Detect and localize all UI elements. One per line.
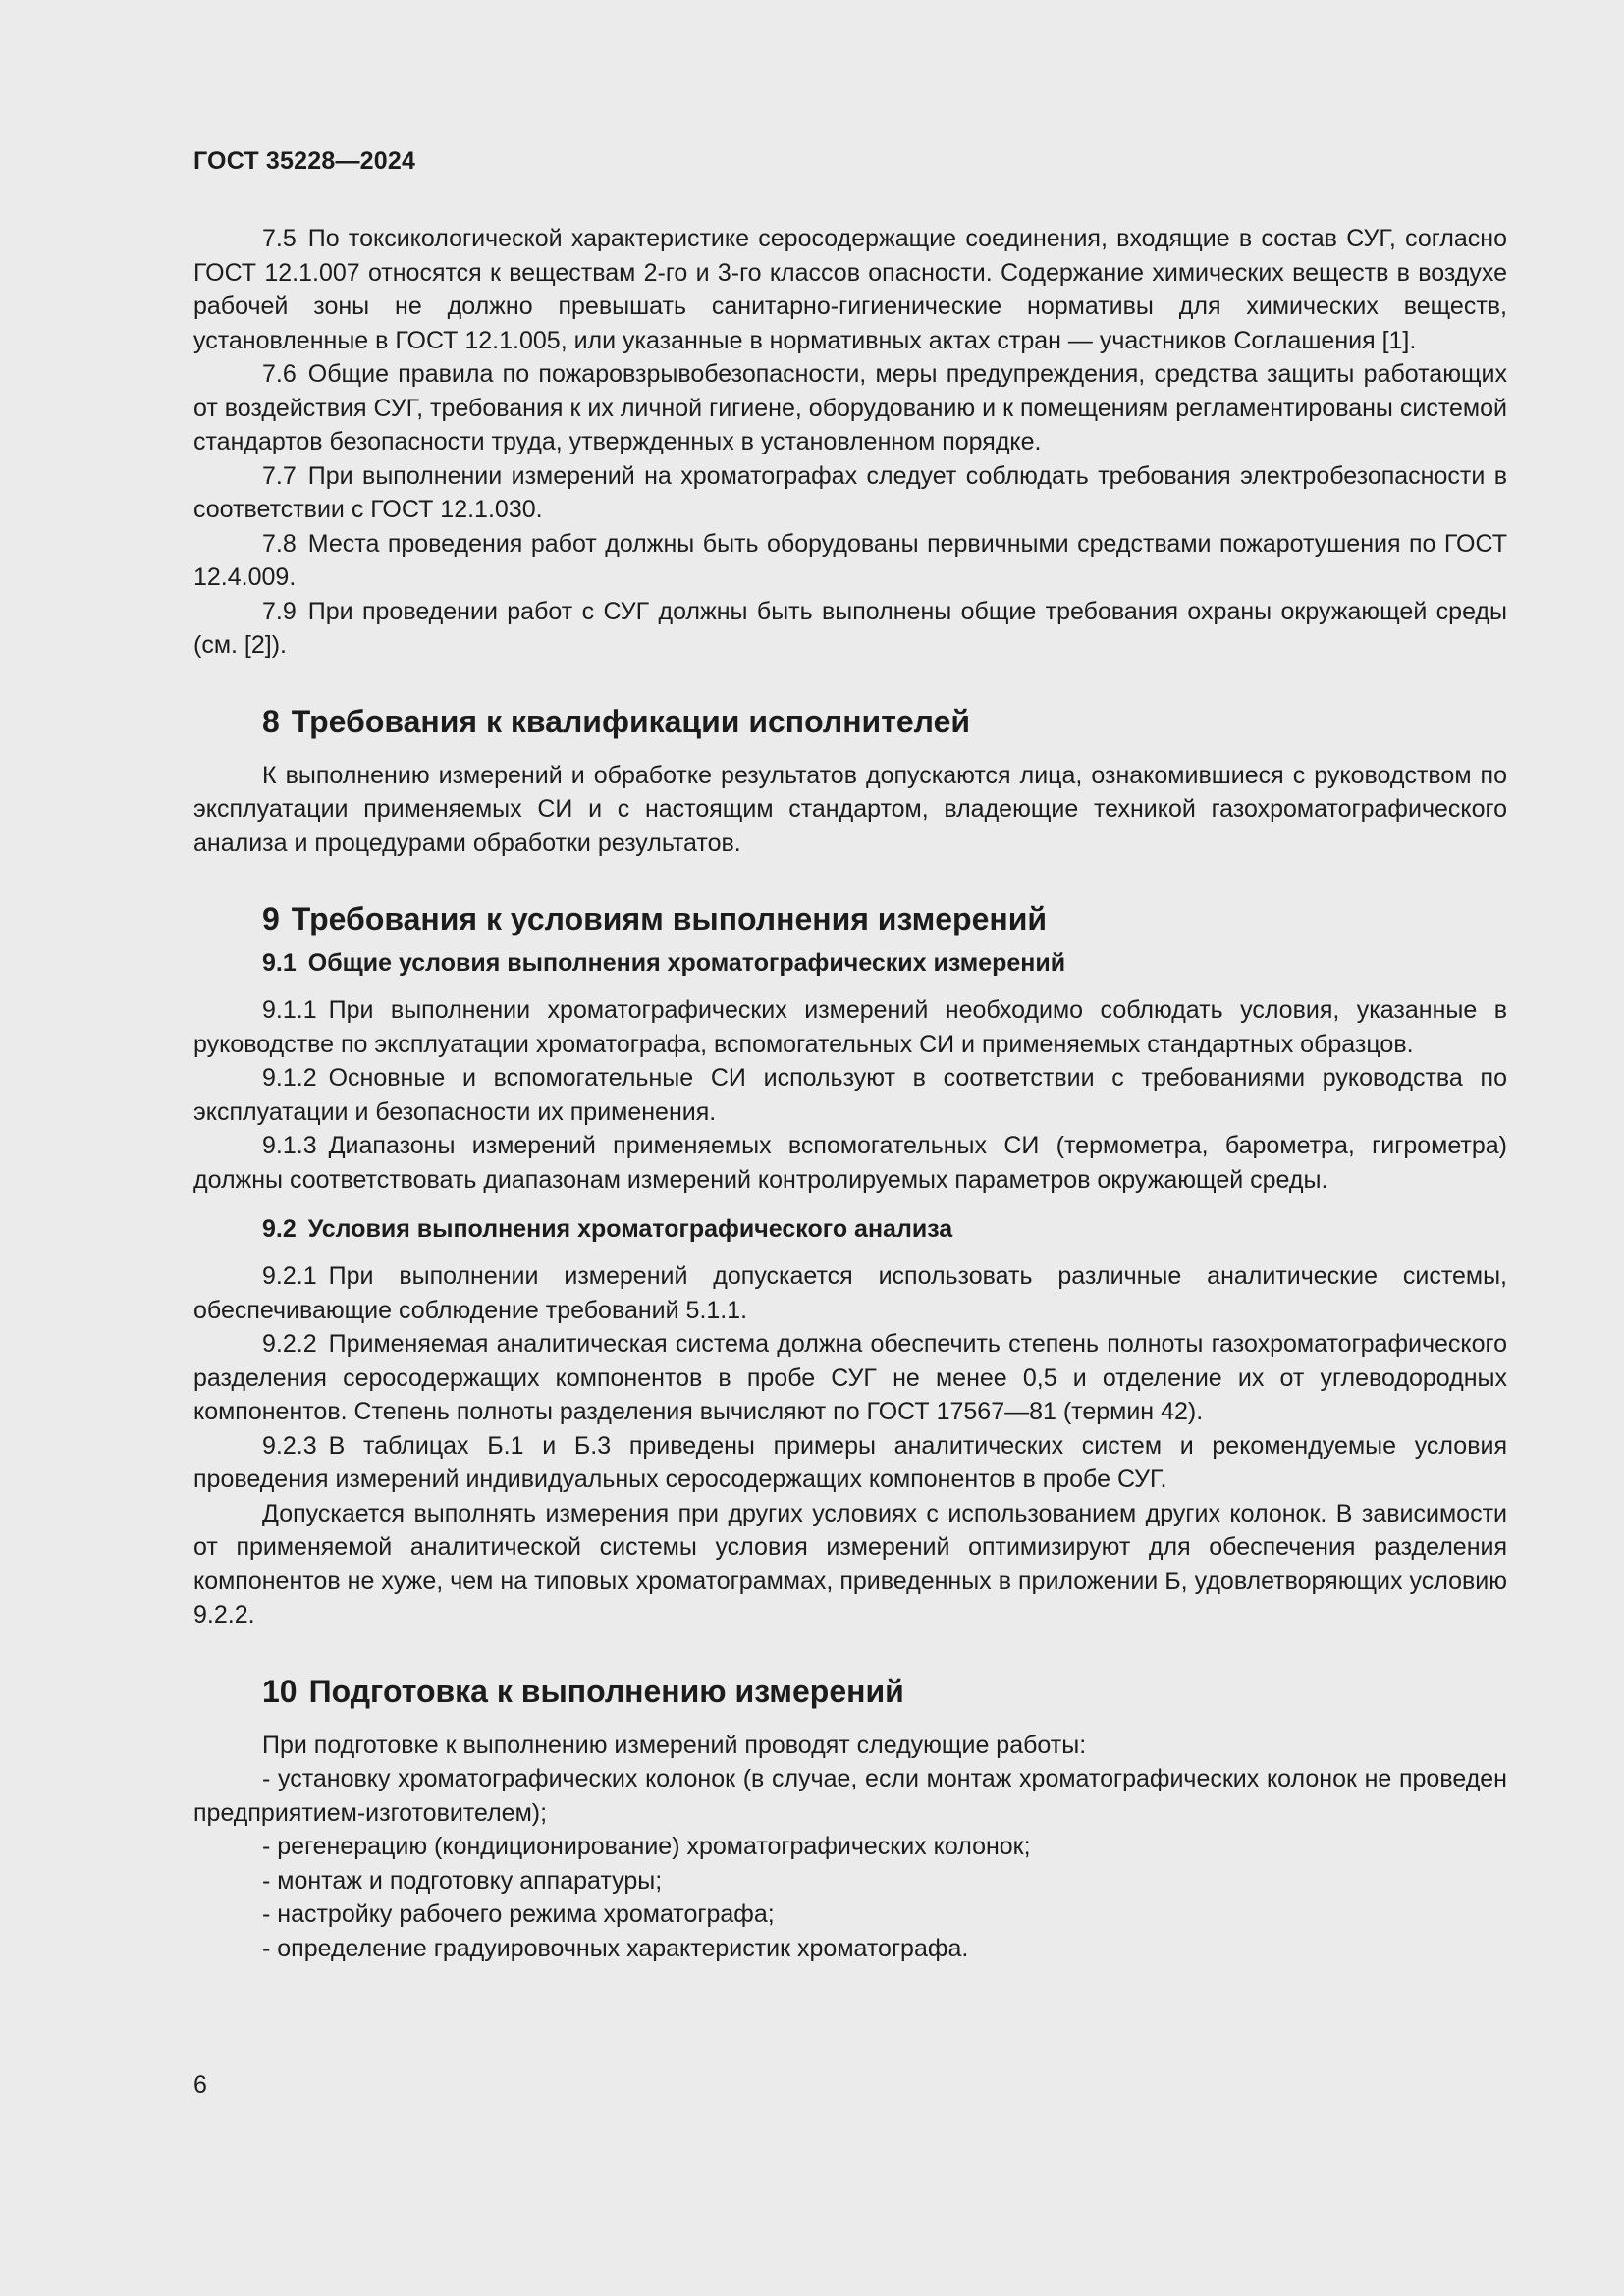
subsection-title: Общие условия выполнения хроматографических измерений [307, 949, 1066, 977]
clause-text: При выполнении измерений на хроматографах следует соблюдать требования электробезопасности в соответствии с ГОСТ 12.1.030. [193, 461, 1507, 523]
list-item: - установку хроматографических колонок (в случае, если монтаж хроматографических колонок не проведен предприятием-изготовителем); [193, 1765, 1507, 1827]
section-title: Требования к условиям выполнения измерений [291, 901, 1048, 936]
clause-text: Основные и вспомогательные СИ используют в соответствии с требованиями руководства по эксплуатации и безопасности их применения. [193, 1064, 1507, 1126]
paragraph-9-2-2 [193, 1327, 1507, 1429]
subsection-heading-9-2 [193, 1212, 1507, 1246]
subsection-title: Условия выполнения хроматографического анализа [307, 1215, 953, 1243]
list-item: - определение градуировочных характеристик хроматографа. [262, 1934, 969, 1962]
clause-text: Общие правила по пожаровзрывобезопасности, меры предупреждения, средства защиты работающих от воздействия СУГ, требования к их личной гигиене, оборудованию и к помещениям регламентированы системой стандартов безопасности труда, утвержденных в установленном порядке. [193, 360, 1507, 455]
subsection-number: 9.1 [262, 949, 297, 977]
list-item: - настройку рабочего режима хроматографа; [262, 1900, 775, 1928]
subsection-number: 9.2 [262, 1215, 297, 1243]
clause-text: В таблицах Б.1 и Б.3 приведены примеры аналитических систем и рекомендуемые условия проведения измерений индивидуальных серосодержащих компонентов в пробе СУГ. [193, 1431, 1507, 1493]
clause-number: 7.5 [262, 225, 297, 252]
section-title: Подготовка к выполнению измерений [308, 1673, 904, 1709]
clause-text: Диапазоны измерений применяемых вспомогательных СИ (термометра, барометра, гигрометра) должны соответствовать диапазонам измерений контролируемых параметров окружающей среды. [193, 1132, 1507, 1194]
clause-text: При выполнении хроматографических измерений необходимо соблюдать условия, указанные в руководстве по эксплуатации хроматографа, вспомогательных СИ и применяемых стандартных образцов. [193, 996, 1507, 1058]
clause-number: 7.6 [262, 360, 297, 388]
paragraph-7-9 [193, 595, 1507, 663]
clause-text: Места проведения работ должны быть оборудованы первичными средствами пожаротушения по ГОСТ 12.4.009. [193, 529, 1507, 591]
clause-number: 7.7 [262, 461, 297, 490]
clause-number: 9.2.3 [262, 1431, 317, 1460]
document-header-code: ГОСТ 35228—2024 [193, 147, 416, 175]
paragraph-9-2-3-note: Допускается выполнять измерения при других условиях с использованием других колонок. В зависимости от применяемой аналитической системы условия измерений оптимизируют для обеспечения разделения компонентов не хуже, чем на типовых хроматограммах, приведенных в приложении Б, удовлетворяющих условию 9.2.2. [193, 1499, 1507, 1629]
clause-text: По токсикологической характеристике серосодержащие соединения, входящие в состав СУГ, согласно ГОСТ 12.1.007 относятся к веществам 2-го и 3-го классов опасности. Содержание химических веществ в воздухе рабочей зоны не должно превышать санитарно-гигиенические нормативы для химических веществ, установленные в ГОСТ 12.1.005, или указанные в нормативных актах стран — участников Соглашения [1]. [193, 225, 1507, 354]
section-title: Требования к квалификации исполнителей [291, 703, 971, 739]
paragraph-7-8 [193, 527, 1507, 595]
paragraph-9-2-3 [193, 1429, 1507, 1497]
section-number: 10 [262, 1673, 298, 1709]
clause-text: Применяемая аналитическая система должна обеспечить степень полноты газохроматографического разделения серосодержащих компонентов в пробе СУГ не менее 0,5 и отделение их от углеводородных компонентов. Степень полноты разделения вычисляют по ГОСТ 17567—81 (термин 42). [193, 1330, 1507, 1425]
clause-number: 9.2.2 [262, 1330, 317, 1358]
list-item: - регенерацию (кондиционирование) хроматографических колонок; [262, 1833, 1031, 1860]
section-number: 9 [262, 901, 280, 936]
paragraph-9-1-1 [193, 993, 1507, 1061]
page-number: 6 [193, 2071, 207, 2099]
paragraph-9-1-2 [193, 1061, 1507, 1129]
clause-number: 7.9 [262, 597, 297, 625]
paragraph-8-1: К выполнению измерений и обработке результатов допускаются лица, ознакомившиеся с руководством по эксплуатации применяемых СИ и с настоящим стандартом, владеющие техникой газохроматографического анализа и процедурами обработки результатов. [193, 761, 1507, 857]
clause-number: 9.2.1 [262, 1262, 317, 1290]
paragraph-7-6 [193, 357, 1507, 459]
paragraph-9-1-3 [193, 1129, 1507, 1197]
clause-number: 9.1.1 [262, 996, 317, 1024]
section-number: 8 [262, 703, 280, 739]
section-heading-10 [193, 1672, 1507, 1711]
clause-number: 9.1.3 [262, 1132, 317, 1159]
clause-text: При выполнении измерений допускается использовать различные аналитические системы, обеспечивающие соблюдение требований 5.1.1. [193, 1262, 1507, 1324]
paragraph-10-intro: При подготовке к выполнению измерений проводят следующие работы: [262, 1731, 1087, 1759]
paragraph-9-2-1 [193, 1259, 1507, 1327]
clause-text: При проведении работ с СУГ должны быть выполнены общие требования охраны окружающей среды (см. [2]). [193, 597, 1507, 659]
list-item: - монтаж и подготовку аппаратуры; [262, 1866, 663, 1895]
section-heading-8 [193, 702, 1507, 741]
clause-number: 9.1.2 [262, 1064, 317, 1092]
section-heading-9 [193, 899, 1507, 938]
page-content [193, 222, 1507, 1965]
clause-number: 7.8 [262, 529, 297, 558]
paragraph-7-5 [193, 222, 1507, 357]
subsection-heading-9-1 [193, 946, 1507, 980]
paragraph-7-7 [193, 459, 1507, 527]
